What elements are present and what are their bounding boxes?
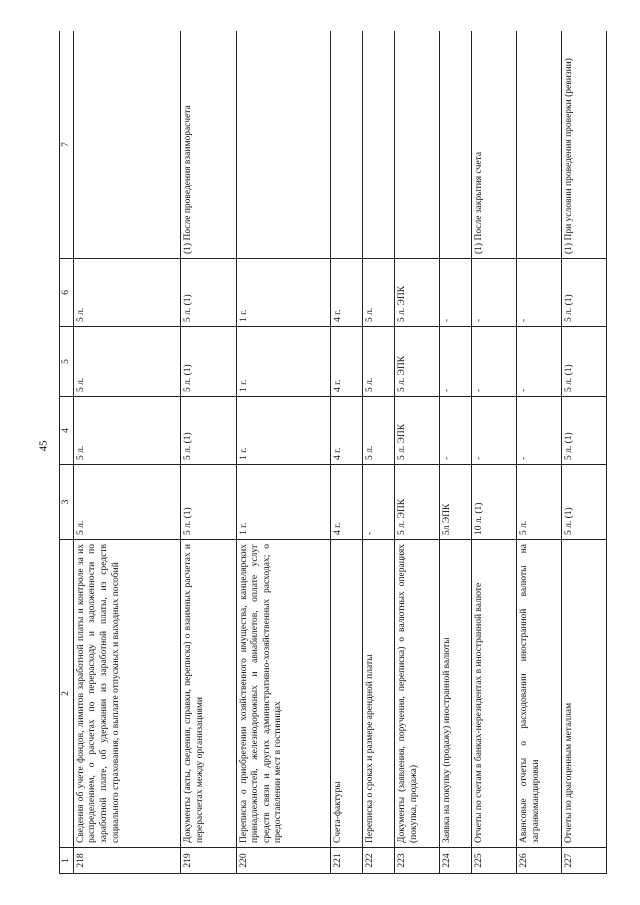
header-cell: 3	[60, 465, 74, 540]
row-number: 218	[73, 848, 180, 874]
table-row	[236, 31, 330, 874]
retention-cell: 1 г.	[236, 259, 330, 327]
retention-cell: 5 л.	[362, 397, 394, 465]
retention-cell: 5 л.	[517, 465, 562, 540]
table-row	[395, 31, 440, 874]
header-cell: 4	[60, 397, 74, 465]
retention-cell: 5 л. ЭПК	[395, 465, 440, 540]
retention-cell: 4 г.	[330, 259, 362, 327]
row-number: 227	[561, 848, 606, 874]
header-cell: 5	[60, 327, 74, 397]
retention-cell: 1 г.	[236, 397, 330, 465]
row-title: Авансовые отчеты о расходовании иностранной валюты на загранкомандировки	[517, 540, 562, 848]
retention-cell: 5 л. ЭПК	[395, 327, 440, 397]
retention-cell: 4 г.	[330, 397, 362, 465]
retention-cell: 5 л.	[73, 465, 180, 540]
retention-cell: 10 л. (1)	[472, 465, 517, 540]
row-title: Заявка на покупку (продажу) иностранной валюты	[439, 540, 471, 848]
row-number: 219	[180, 848, 236, 874]
retention-cell: 5 л.	[73, 327, 180, 397]
row-note	[517, 31, 562, 259]
row-number: 225	[472, 848, 517, 874]
row-note: (1) При условии проведения проверки (ревизии)	[561, 31, 606, 259]
row-title: Отчеты по драгоценным металлам	[561, 540, 606, 848]
row-note	[395, 31, 440, 259]
retention-cell: 5 л. (1)	[561, 465, 606, 540]
row-note	[439, 31, 471, 259]
document-table-container	[59, 31, 607, 874]
retention-cell: 5 л. (1)	[561, 397, 606, 465]
retention-cell: 5 л.	[73, 259, 180, 327]
row-note: (1) После проведения взаиморасчета	[180, 31, 236, 259]
row-title: Сведения об учете фондов, лимитов заработной платы и контроле за их распределением, о расчетах по перерасходу и задолженности по заработной плате, об удержании из заработной платы, из средств социального страхования, о выплате отпускных и выходных пособий	[73, 540, 180, 848]
retention-cell: -	[517, 259, 562, 327]
retention-cell: -	[439, 327, 471, 397]
table-row	[472, 31, 517, 874]
header-cell: 2	[60, 540, 74, 848]
retention-cell: -	[517, 327, 562, 397]
row-title: Счета-фактуры	[330, 540, 362, 848]
rotated-page	[59, 31, 607, 874]
row-number: 226	[517, 848, 562, 874]
row-number: 224	[439, 848, 471, 874]
retention-cell: 5 л. ЭПК	[395, 397, 440, 465]
row-title: Переписка о сроках и размере арендной платы	[362, 540, 394, 848]
header-cell: 7	[60, 31, 74, 259]
retention-cell: 5 л. (1)	[561, 327, 606, 397]
table-row	[180, 31, 236, 874]
retention-cell: 5 л.	[73, 397, 180, 465]
retention-cell: 4 г.	[330, 327, 362, 397]
retention-cell: 5 л.	[362, 327, 394, 397]
retention-cell: 1 г.	[236, 465, 330, 540]
row-number: 220	[236, 848, 330, 874]
retention-cell: -	[472, 259, 517, 327]
row-note	[362, 31, 394, 259]
retention-cell: 5 л. (1)	[561, 259, 606, 327]
retention-cell: 5 л. ЭПК	[395, 259, 440, 327]
retention-cell: 5 л.	[362, 259, 394, 327]
row-note	[73, 31, 180, 259]
row-note	[330, 31, 362, 259]
table-row	[561, 31, 606, 874]
row-note: (1) После закрытия счета	[472, 31, 517, 259]
row-title: Переписка о приобретении хозяйственного имущества, канцелярских принадлежностей, железнодорожных и авиабилетов, оплате услуг средств связи и других административно-хозяйственных расходах; о предоставлении мест в гостиницах	[236, 540, 330, 848]
row-title: Документы (акты, сведения, справки, переписка) о взаимных расчетах и перерасчетах между организациями	[180, 540, 236, 848]
retention-cell: -	[362, 465, 394, 540]
table-row	[517, 31, 562, 874]
header-cell: 6	[60, 259, 74, 327]
retention-cell: 5 л. (1)	[180, 259, 236, 327]
retention-cell: -	[439, 259, 471, 327]
row-title: Документы (заявления, поручения, переписка) о валютных операциях (покупка, продажа)	[395, 540, 440, 848]
page-number: 45	[37, 440, 50, 452]
table-row	[439, 31, 471, 874]
table-row	[330, 31, 362, 874]
retention-cell: 1 г.	[236, 327, 330, 397]
retention-cell: -	[517, 397, 562, 465]
retention-cell: -	[472, 397, 517, 465]
row-number: 221	[330, 848, 362, 874]
retention-cell: -	[472, 327, 517, 397]
retention-table	[59, 31, 607, 874]
retention-cell: 5л ЭПК	[439, 465, 471, 540]
row-title: Отчеты по счетам в банках-нерезидентах в иностранной валюте	[472, 540, 517, 848]
row-number: 222	[362, 848, 394, 874]
row-note	[236, 31, 330, 259]
retention-cell: 5 л. (1)	[180, 327, 236, 397]
row-number: 223	[395, 848, 440, 874]
header-row	[60, 31, 74, 874]
retention-cell: 4 г.	[330, 465, 362, 540]
retention-cell: 5 л. (1)	[180, 397, 236, 465]
table-row	[362, 31, 394, 874]
header-cell: 1	[60, 848, 74, 874]
table-row	[73, 31, 180, 874]
retention-cell: 5 л. (1)	[180, 465, 236, 540]
retention-cell: -	[439, 397, 471, 465]
